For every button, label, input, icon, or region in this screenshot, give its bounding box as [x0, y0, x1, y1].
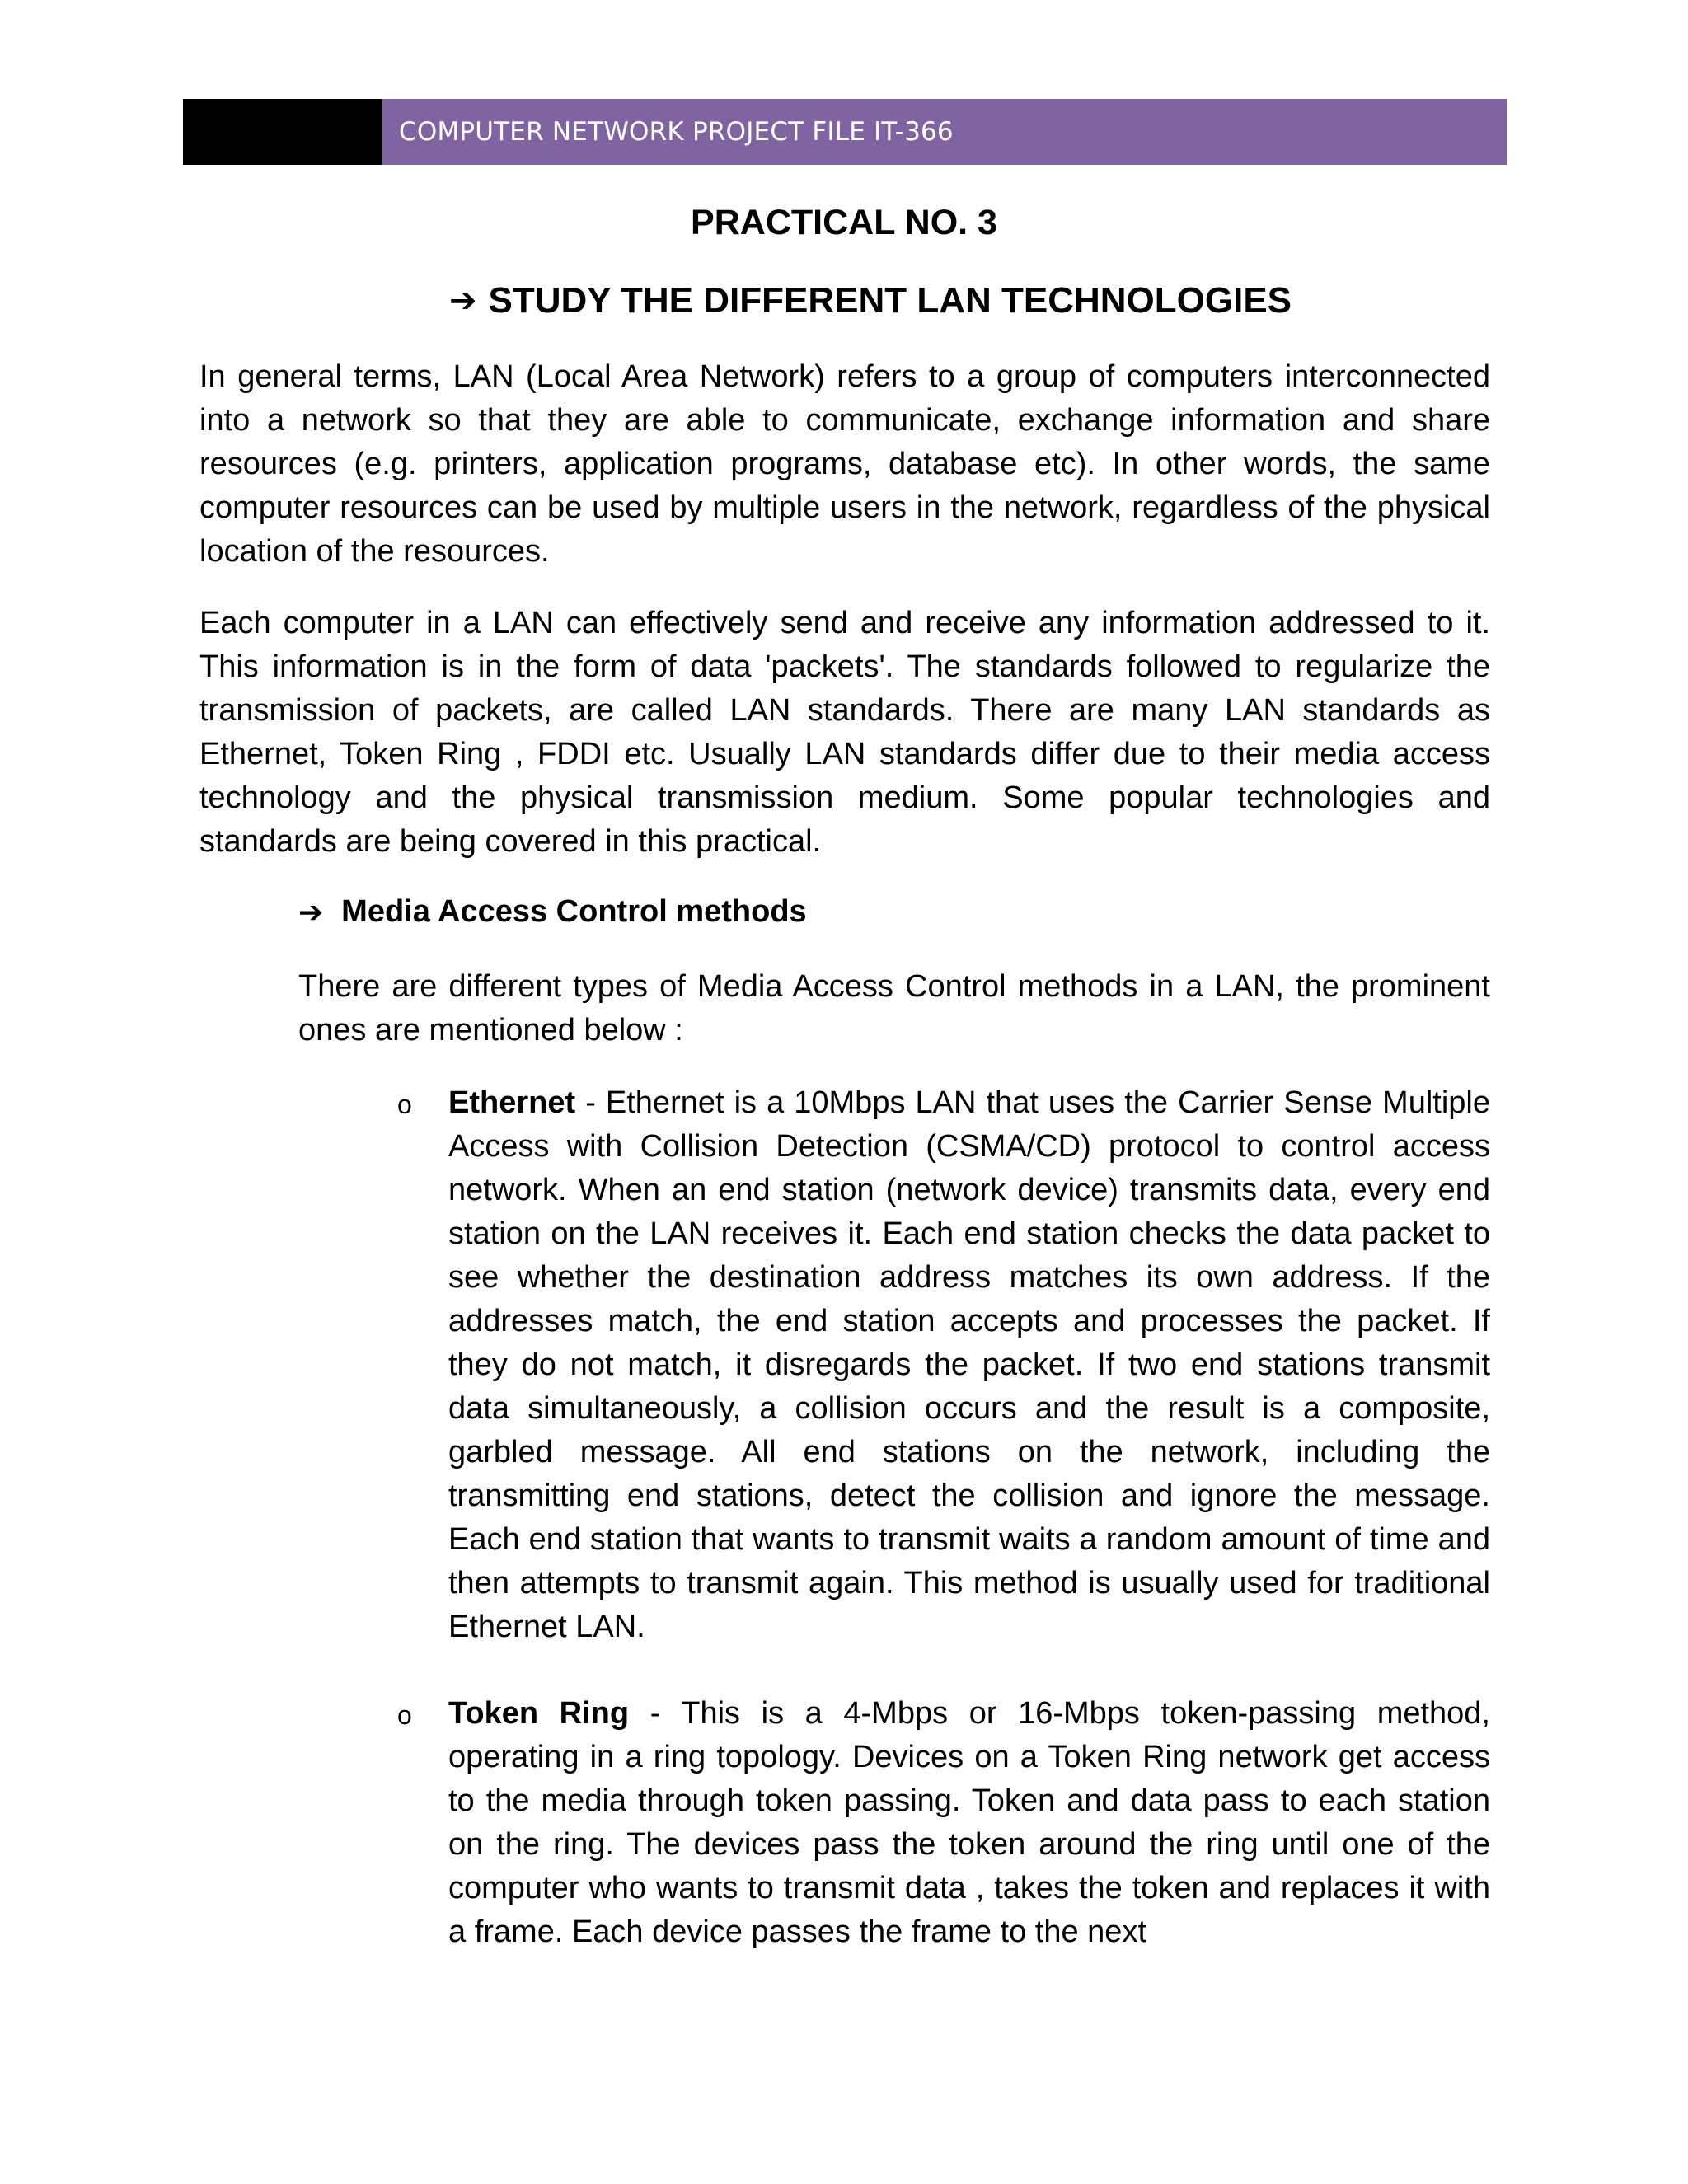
header-title: COMPUTER NETWORK PROJECT FILE IT-366 [399, 117, 954, 147]
arrow-right-icon: ➔ [448, 283, 477, 319]
list-item-ethernet [397, 1081, 1490, 1649]
section-heading [298, 894, 807, 930]
bullet-icon: o [397, 1700, 412, 1730]
list-item-text [448, 1081, 1490, 1649]
list-item-term: Ethernet [448, 1085, 576, 1120]
intro-paragraph-1: In general terms, LAN (Local Area Network) refers to a group of computers interconnected into a network so that they are able to communicate, exchange information and share resources (e.g. printers, application programs, database etc). In other words, the same computer resources can be used by multiple users in the network, regardless of the physical location of the resources. [199, 359, 1490, 569]
section-heading-text: Media Access Control methods [341, 894, 807, 929]
list-item-body: - This is a 4-Mbps or 16-Mbps token-passing method, operating in a ring topology. Devices on a Token Ring network get access to the media through token passing. Token and data pass to each station on the ring. The devices pass the token around the ring until one of the computer who wants to transmit data , takes the token and replaces it with a frame. Each device passes the frame to the next [448, 1696, 1490, 1949]
intro-paragraph-2: Each computer in a LAN can effectively send and receive any information addressed to it. This information is in the form of data 'packets'. The standards followed to regularize the transmission of packets, are called LAN standards. There are many LAN standards as Ethernet, Token Ring , FDDI etc. Usually LAN standards differ due to their media access technology and the physical transmission medium. Some popular technologies and standards are being covered in this practical. [199, 606, 1490, 859]
arrow-right-icon: ➔ [298, 894, 324, 929]
topic-heading [0, 280, 1688, 321]
topic-heading-text: STUDY THE DIFFERENT LAN TECHNOLOGIES [488, 280, 1292, 321]
practical-title: PRACTICAL NO. 3 [691, 203, 997, 242]
bullet-icon: o [397, 1090, 412, 1119]
list-item-text [448, 1692, 1490, 1954]
list-item-token-ring [397, 1692, 1490, 1954]
section-intro: There are different types of Media Access Control methods in a LAN, the prominent ones are mentioned below : [298, 969, 1490, 1047]
header-black-block [183, 99, 382, 165]
list-item-term: Token Ring [448, 1696, 630, 1731]
page-header [183, 99, 1507, 165]
list-item-body: - Ethernet is a 10Mbps LAN that uses the Carrier Sense Multiple Access with Collision Detection (CSMA/CD) protocol to control access network. When an end station (network device) transmits data, every end station on the LAN receives it. Each end station checks the data packet to see whether the destination address matches its own address. If the addresses match, the end station accepts and processes the packet. If they do not match, it disregards the packet. If two end stations transmit data simultaneously, a collision occurs and the result is a composite, garbled message. All end stations on the network, including the transmitting end stations, detect the collision and ignore the message. Each end station that wants to transmit waits a random amount of time and then attempts to transmit again. This method is usually used for traditional Ethernet LAN. [448, 1085, 1490, 1644]
header-band [382, 99, 1507, 165]
